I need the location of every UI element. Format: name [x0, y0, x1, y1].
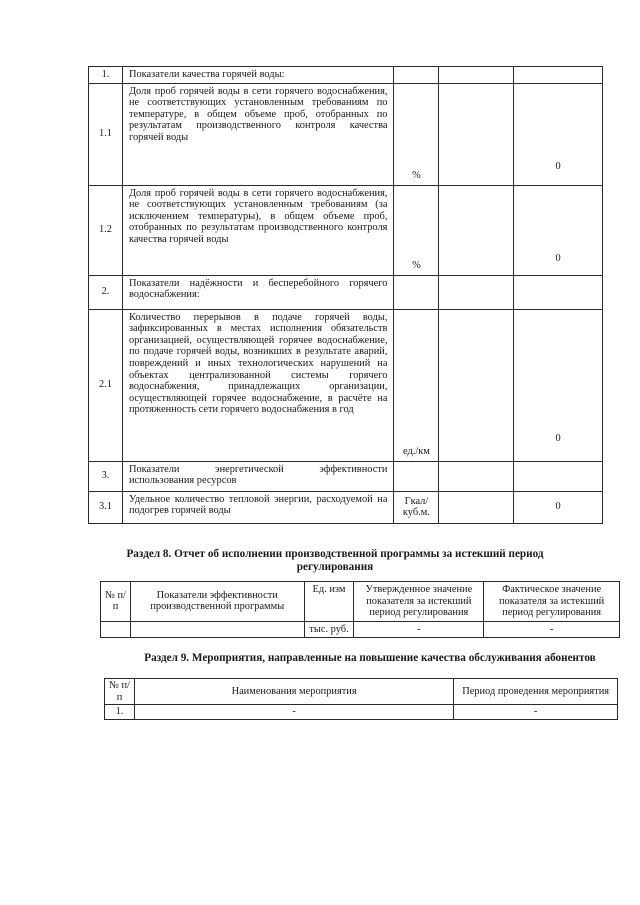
table-row	[89, 275, 603, 309]
row-number: 3.	[89, 461, 123, 491]
row-number: 1.	[105, 705, 135, 720]
table-row	[105, 705, 618, 720]
unit-cell: %	[394, 185, 439, 275]
table-header-row	[105, 679, 618, 705]
indicator-name: Количество перерывов в подаче горячей воды, зафиксированных в местах исполнения обязательств организацией, осуществляющей горячее водоснабжение, по подаче горячей воды, возникших в результате аварий, повреждений и иных технологических нарушений на объектах централизованной системы горячего водоснабжения, принадлежащих организации, осуществляющей горячее водоснабжение, в расчёте на протяженность сети горячего водоснабжения в год	[122, 309, 394, 461]
row-number	[101, 621, 131, 638]
value-cell: 0	[514, 309, 603, 461]
row-number: 2.1	[89, 309, 123, 461]
indicator-name: Доля проб горячей воды в сети горячего водоснабжения, не соответствующих установленным требованиям по температуре, в общем объеме проб, отобранных по результатам производственного контроля качества горячей воды	[122, 83, 394, 185]
program-report-table	[100, 581, 620, 638]
column-header: Показатели эффективности производственной программы	[130, 582, 304, 622]
value-cell: 0	[514, 185, 603, 275]
empty-cell	[439, 491, 514, 523]
indicator-name: Доля проб горячей воды в сети горячего водоснабжения, не соответствующих установленным требованиям (за исключением температуры), в общем объеме проб, отобранных по результатам производственного контроля качества горячей воды	[122, 185, 394, 275]
actual-value: -	[484, 621, 620, 638]
empty-cell	[439, 309, 514, 461]
indicator-name: Показатели надёжности и бесперебойного горячего водоснабжения:	[122, 275, 394, 309]
value-cell: 0	[514, 491, 603, 523]
column-header: Утвержденное значение показателя за истекший период регулирования	[354, 582, 484, 622]
section-8-title: Раздел 8. Отчет об исполнении производственной программы за истекший период регулирования	[126, 548, 544, 573]
column-header: Ед. изм	[304, 582, 354, 622]
indicator-name: Показатели качества горячей воды:	[122, 67, 394, 84]
table-row	[89, 83, 603, 185]
row-number: 1.1	[89, 83, 123, 185]
table-row	[89, 461, 603, 491]
table-header-row	[101, 582, 620, 622]
unit-cell	[394, 275, 439, 309]
measure-name: -	[134, 705, 453, 720]
value-cell: 0	[514, 83, 603, 185]
empty-cell	[439, 67, 514, 84]
table-row	[89, 491, 603, 523]
column-header: Период проведения мероприятия	[454, 679, 618, 705]
unit-cell: Гкал/ куб.м.	[394, 491, 439, 523]
unit-cell	[394, 461, 439, 491]
measures-table	[104, 678, 618, 720]
unit-cell: %	[394, 83, 439, 185]
value-cell	[514, 275, 603, 309]
empty-cell	[439, 83, 514, 185]
value-cell	[514, 67, 603, 84]
unit-cell: тыс. руб.	[304, 621, 354, 638]
column-header: № п/п	[101, 582, 131, 622]
column-header: Фактическое значение показателя за истекший период регулирования	[484, 582, 620, 622]
row-number: 2.	[89, 275, 123, 309]
empty-cell	[439, 461, 514, 491]
value-cell	[514, 461, 603, 491]
approved-value: -	[354, 621, 484, 638]
column-header: № п/п	[105, 679, 135, 705]
indicator-name	[130, 621, 304, 638]
unit-cell: ед./км	[394, 309, 439, 461]
section-9-title: Раздел 9. Мероприятия, направленные на повышение качества обслуживания абонентов	[144, 652, 596, 664]
row-number: 3.1	[89, 491, 123, 523]
empty-cell	[439, 275, 514, 309]
empty-cell	[439, 185, 514, 275]
table-row	[89, 67, 603, 84]
unit-cell	[394, 67, 439, 84]
indicator-name: Удельное количество тепловой энергии, расходуемой на подогрев горячей воды	[122, 491, 394, 523]
table-row	[89, 185, 603, 275]
column-header: Наименования мероприятия	[134, 679, 453, 705]
table-row	[101, 621, 620, 638]
quality-indicators-table	[88, 66, 603, 524]
row-number: 1.	[89, 67, 123, 84]
indicator-name: Показатели энергетической эффективности использования ресурсов	[122, 461, 394, 491]
row-number: 1.2	[89, 185, 123, 275]
measure-period: -	[454, 705, 618, 720]
table-row	[89, 309, 603, 461]
